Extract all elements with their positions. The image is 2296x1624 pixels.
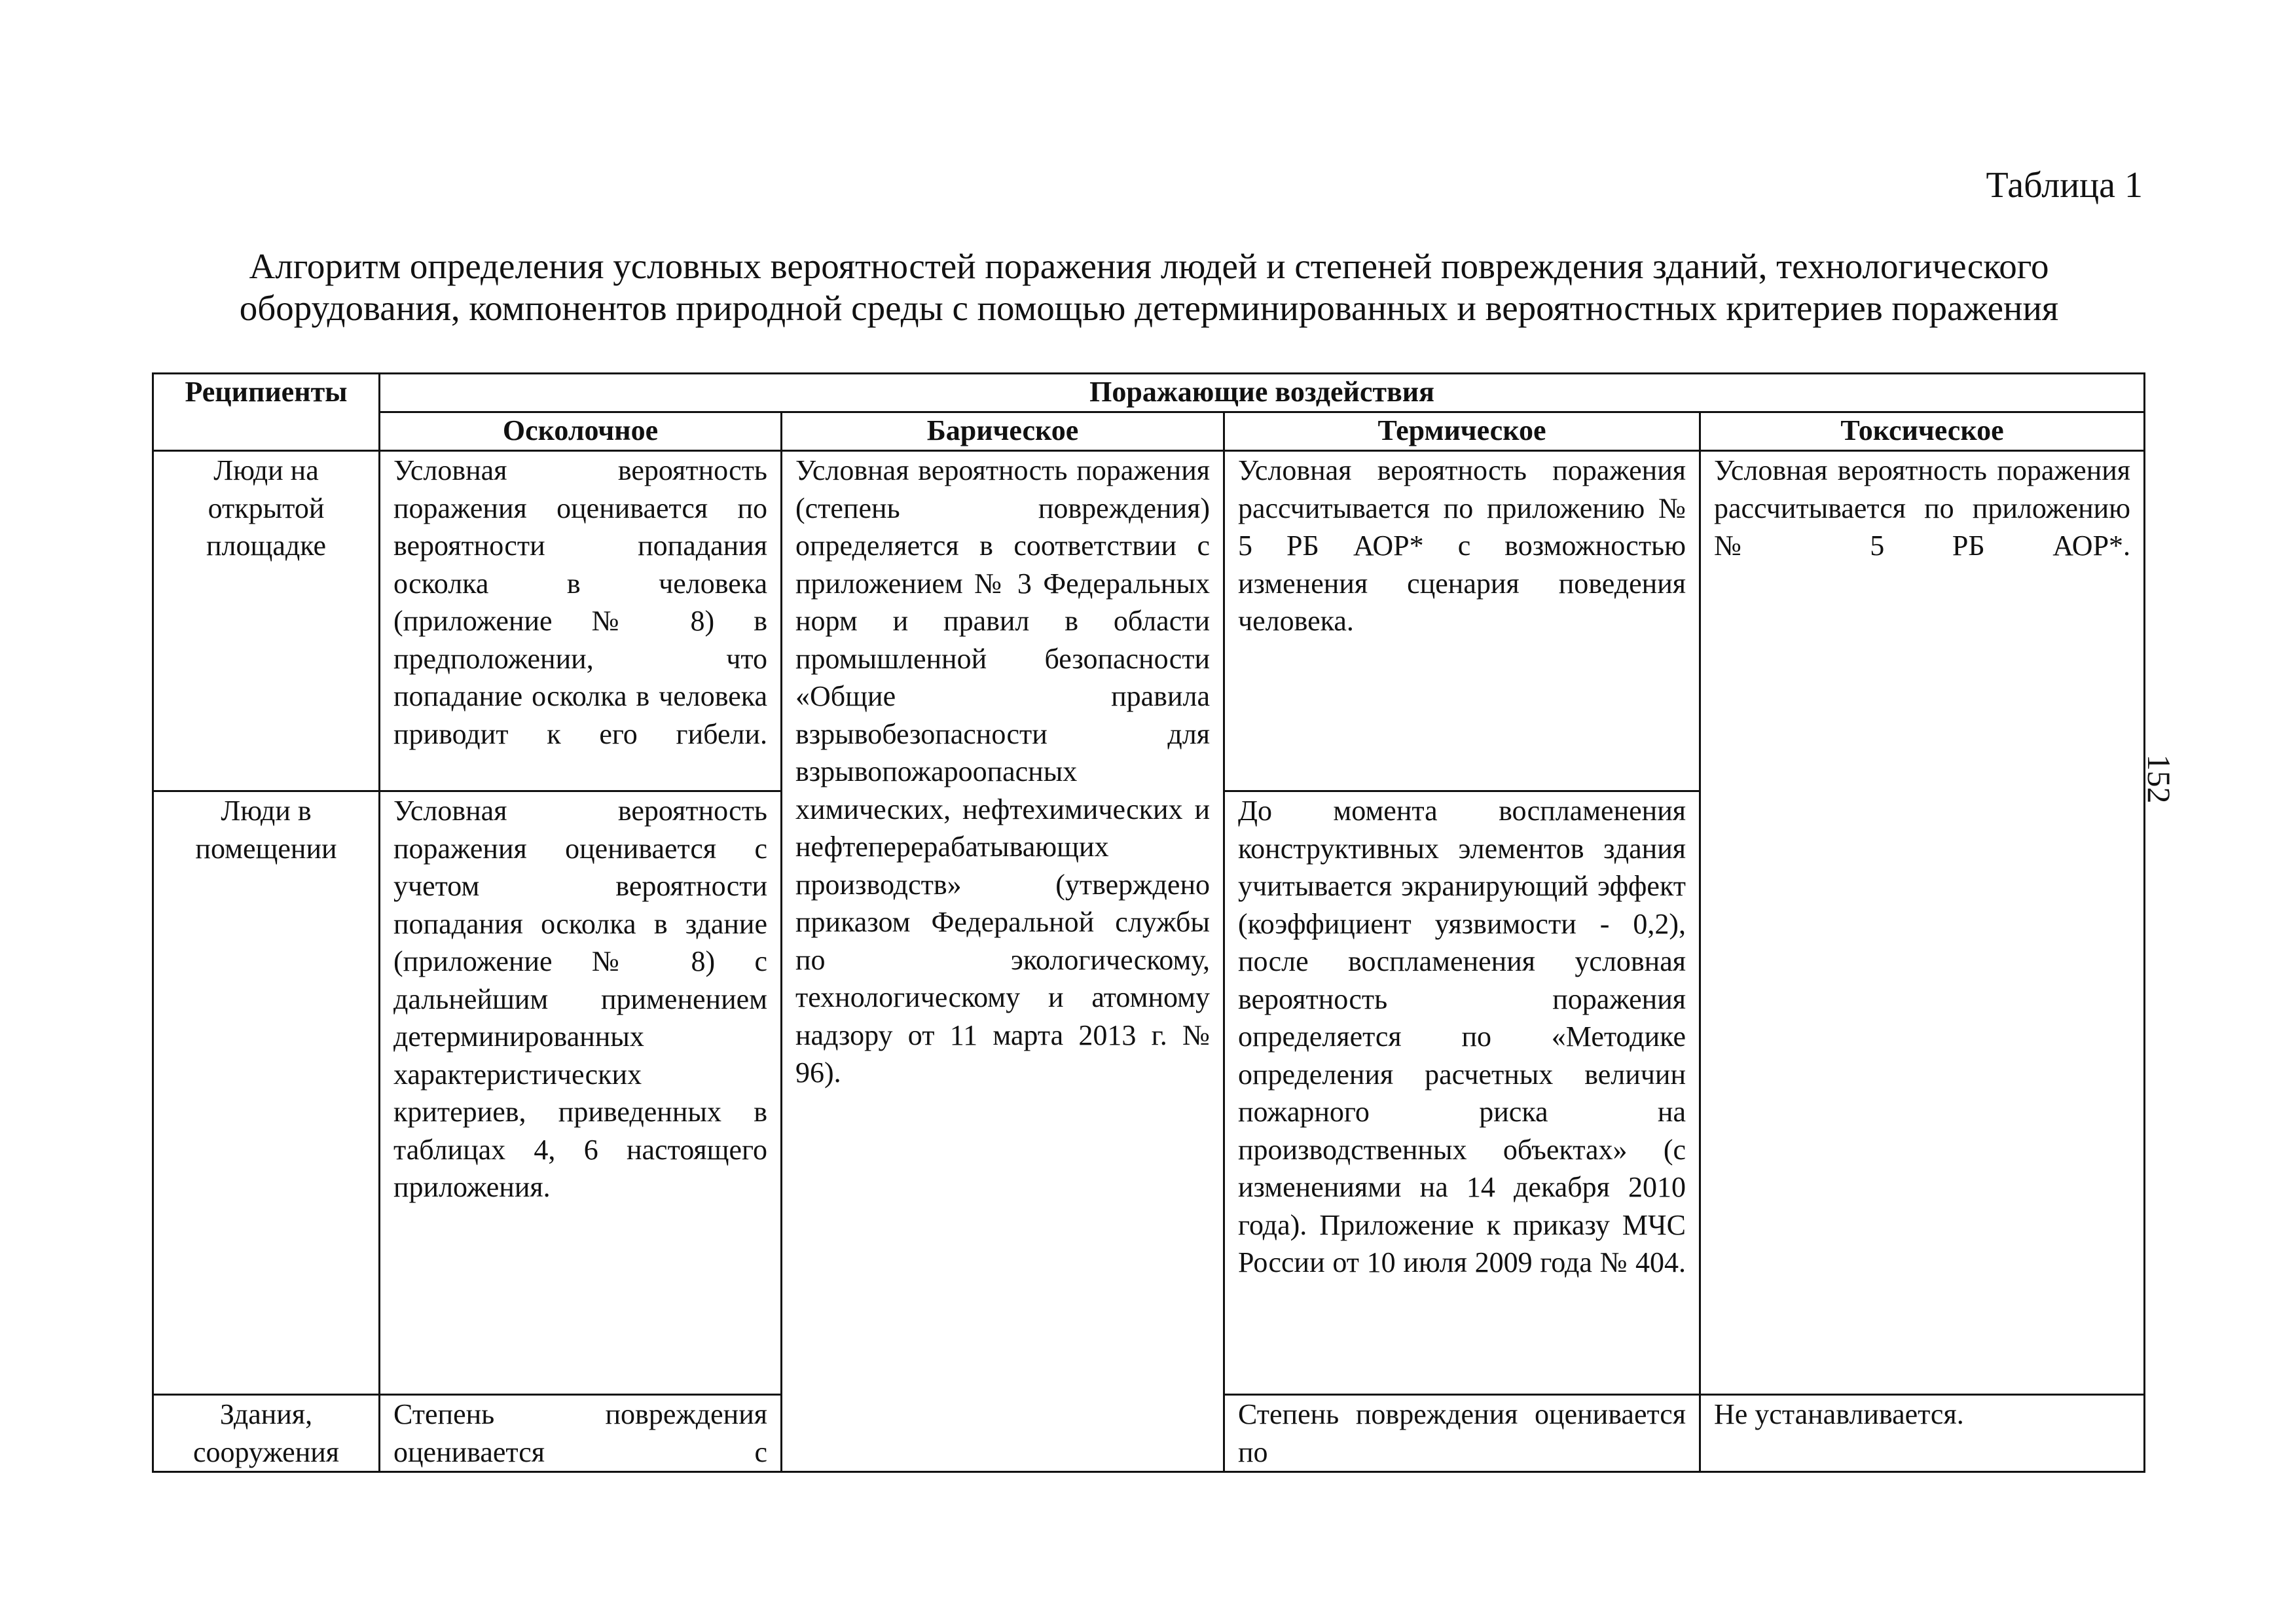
- header-thermal: Термическое: [1224, 412, 1700, 451]
- recipient-buildings: Здания, сооружения: [153, 1395, 380, 1472]
- header-toxic: Токсическое: [1700, 412, 2145, 451]
- header-fragment: Осколочное: [380, 412, 782, 451]
- title-line-1: Алгоритм определения условных вероятностей поражения людей и степеней повреждения зданий, технологического: [249, 246, 2049, 286]
- table-label: Таблица 1: [1986, 165, 2143, 206]
- header-effects: Поражающие воздействия: [380, 374, 2145, 412]
- cell-buildings-thermal: Степень повреждения оценивается по: [1224, 1395, 1700, 1472]
- cell-baric-shared: Условная вероятность поражения (степень повреждения) определяется в соответствии с приложением № 3 Федеральных норм и правил в области промышленной безопасности «Общие правила взрывобезопасности для взрывопожароопасных химических, нефтехимических и нефтеперерабатывающих производств» (утверждено приказом Федеральной службы по экологическому, технологическому и атомному надзору от 11 марта 2013 г. № 96).: [782, 451, 1224, 1472]
- header-recipients: Реципиенты: [153, 374, 380, 451]
- recipient-outdoor: Люди на открытой площадке: [153, 451, 380, 791]
- cell-toxic-people: Условная вероятность поражения рассчитывается по приложению № 5 РБ АОР*.: [1700, 451, 2145, 1395]
- cell-outdoor-thermal: Условная вероятность поражения рассчитывается по приложению № 5 РБ АОР* с возможностью изменения сценария поведения человека.: [1224, 451, 1700, 791]
- cell-indoor-thermal: До момента воспламенения конструктивных элементов здания учитывается экранирующий эффект (коэффициент уязвимости - 0,2), после воспламенения условная вероятность поражения определяется по «Методике определения расчетных величин пожарного риска на производственных объектах» (с изменениями на 14 декабря 2010 года). Приложение к приказу МЧС России от 10 июля 2009 года № 404.: [1224, 791, 1700, 1395]
- cell-buildings-fragment: Степень повреждения оценивается с: [380, 1395, 782, 1472]
- page-number: 152: [2141, 754, 2178, 804]
- cell-buildings-toxic: Не устанавливается.: [1700, 1395, 2145, 1472]
- page-title: [151, 245, 2147, 329]
- header-baric: Барическое: [782, 412, 1224, 451]
- table-row: [153, 451, 2145, 791]
- cell-indoor-fragment: Условная вероятность поражения оценивается с учетом вероятности попадания осколка в здание (приложение № 8) с дальнейшим применением детерминированных характеристических критериев, приведенных в таблицах 4, 6 настоящего приложения.: [380, 791, 782, 1395]
- title-line-2: оборудования, компонентов природной среды с помощью детерминированных и вероятностных критериев поражения: [239, 288, 2059, 328]
- recipient-indoor: Люди в помещении: [153, 791, 380, 1395]
- criteria-table: [152, 372, 2145, 1473]
- cell-outdoor-fragment: Условная вероятность поражения оценивается по вероятности попадания осколка в человека (приложение № 8) в предположении, что попадание осколка в человека приводит к его гибели.: [380, 451, 782, 791]
